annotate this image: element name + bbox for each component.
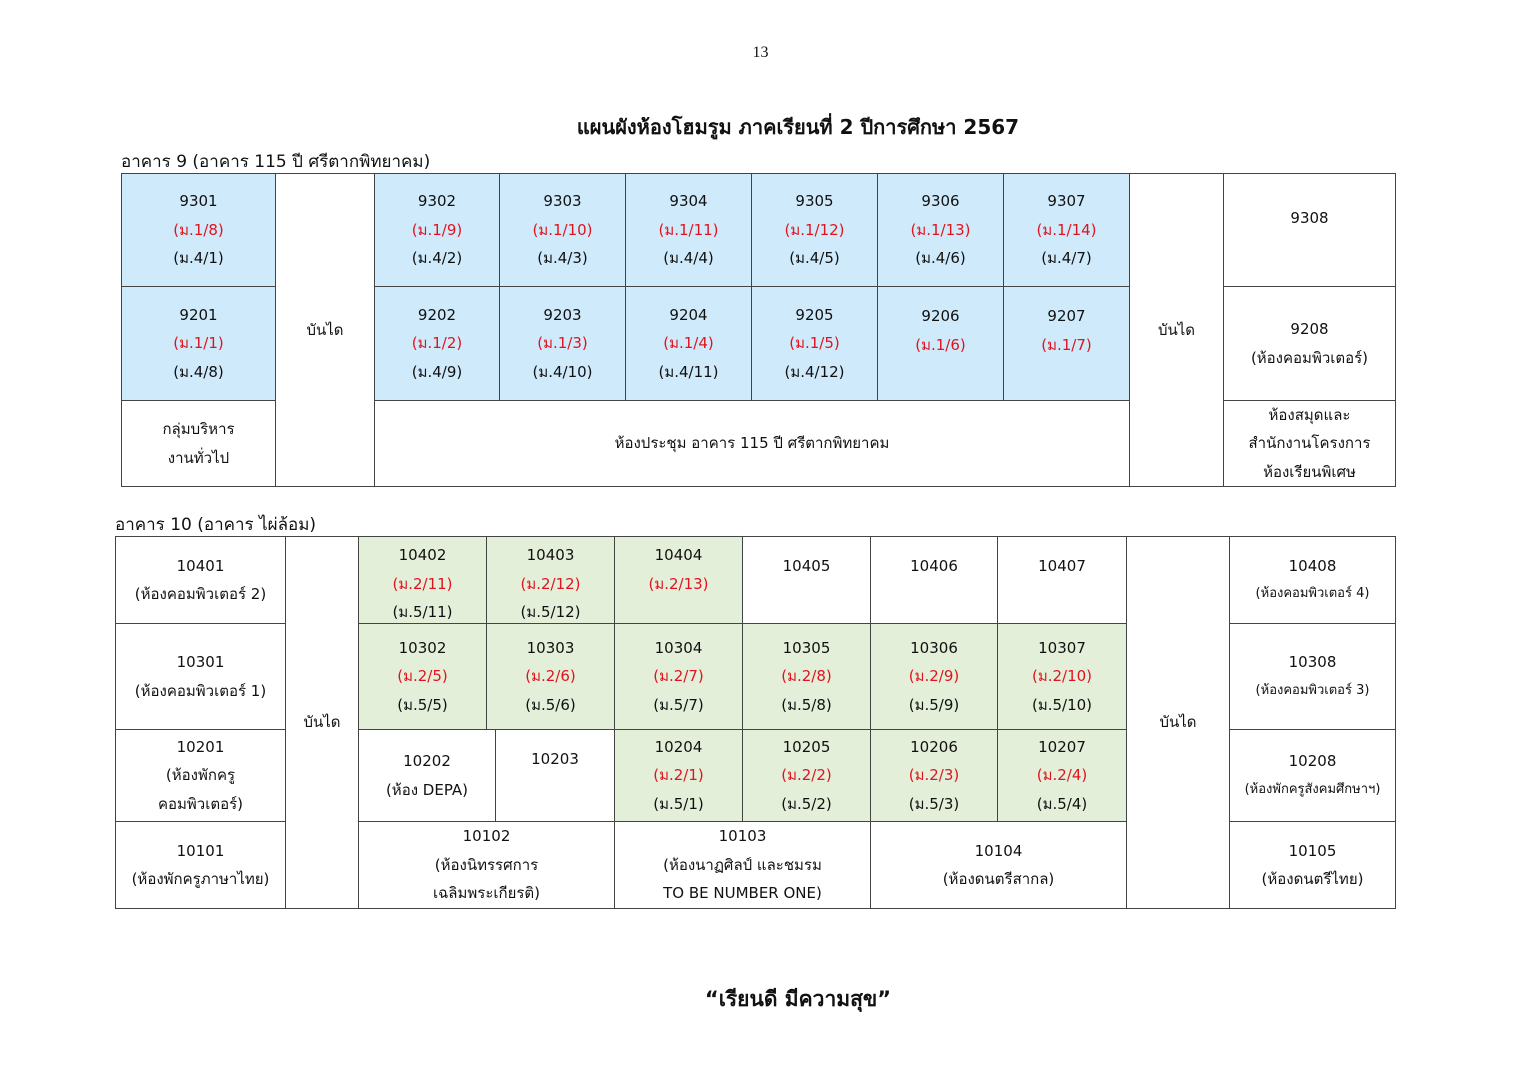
room-number: 10101 bbox=[176, 841, 225, 860]
room-10406 bbox=[870, 536, 998, 624]
room-10408 bbox=[1229, 536, 1396, 624]
room-number: 9205 bbox=[795, 305, 834, 324]
class-label: (ม.4/9) bbox=[411, 362, 463, 381]
room-description: (ห้องคอมพิวเตอร์ 2) bbox=[134, 585, 267, 603]
class-label: (ม.5/1) bbox=[653, 794, 704, 813]
room-number: 10305 bbox=[782, 638, 831, 657]
room-number: 10206 bbox=[910, 737, 958, 756]
room-description: คอมพิวเตอร์) bbox=[157, 794, 244, 813]
class-label: (ม.5/10) bbox=[1031, 695, 1093, 714]
room-10207 bbox=[997, 729, 1127, 822]
room-9207 bbox=[1003, 286, 1130, 401]
class-label: (ม.5/3) bbox=[908, 794, 960, 813]
room-number: 9206 bbox=[921, 307, 960, 325]
class-label: (ม.5/2) bbox=[781, 794, 832, 813]
room-10307 bbox=[997, 623, 1127, 730]
room-description: (ห้องคอมพิวเตอร์ 3) bbox=[1255, 682, 1370, 698]
room-number: 10307 bbox=[1038, 638, 1086, 657]
room-number: 10401 bbox=[176, 556, 225, 575]
room-10303 bbox=[486, 623, 615, 730]
page-number: 13 bbox=[752, 44, 769, 61]
class-label: (ม.2/8) bbox=[781, 667, 832, 686]
class-label: (ม.2/3) bbox=[908, 766, 960, 785]
room-9306 bbox=[877, 173, 1004, 287]
room-9304 bbox=[625, 173, 752, 287]
class-label: (ม.5/12) bbox=[520, 603, 581, 621]
class-label: (ม.1/5) bbox=[789, 334, 840, 353]
room-number: 9208 bbox=[1290, 320, 1329, 338]
room-number: 10308 bbox=[1288, 653, 1337, 671]
room-description: (ห้อง DEPA) bbox=[385, 780, 469, 799]
class-label: (ม.1/11) bbox=[658, 220, 719, 239]
class-label: (ม.5/8) bbox=[781, 695, 832, 714]
room-number: 9301 bbox=[179, 192, 218, 211]
room-10206 bbox=[870, 729, 998, 822]
room-number: 10301 bbox=[176, 653, 225, 671]
class-label: (ม.2/12) bbox=[520, 574, 581, 593]
class-label: (ม.4/2) bbox=[411, 249, 463, 268]
room-9302 bbox=[374, 173, 500, 287]
class-label: (ม.4/4) bbox=[663, 249, 714, 268]
class-label: (ม.4/6) bbox=[915, 249, 966, 268]
class-label: (ม.5/9) bbox=[908, 695, 960, 714]
room-description: (ห้องพักครู bbox=[165, 766, 236, 785]
room-number: 10403 bbox=[526, 546, 575, 564]
room-description: กลุ่มบริหาร bbox=[162, 420, 235, 438]
room-number: 10204 bbox=[654, 737, 703, 756]
class-label: (ม.2/2) bbox=[781, 766, 832, 785]
room-9205 bbox=[751, 286, 878, 401]
room-description: ห้องเรียนพิเศษ bbox=[1263, 462, 1356, 481]
building9-label: อาคาร 9 (อาคาร 115 ปี ศรีตากพิทยาคม) bbox=[121, 152, 431, 172]
class-label: (ม.2/6) bbox=[525, 667, 576, 686]
class-label: (ม.2/10) bbox=[1031, 667, 1093, 686]
class-label: (ม.5/6) bbox=[525, 695, 576, 714]
room-10103 bbox=[614, 821, 871, 909]
room-9204 bbox=[625, 286, 752, 401]
room-9308 bbox=[1223, 173, 1396, 287]
room-description: ห้องประชุม อาคาร 115 ปี ศรีตากพิทยาคม bbox=[614, 434, 890, 453]
class-label: (ม.4/7) bbox=[1041, 249, 1092, 268]
room-number: 10203 bbox=[531, 750, 579, 768]
school-motto: “เรียนดี มีความสุข” bbox=[704, 987, 892, 1011]
class-label: (ม.4/3) bbox=[537, 249, 588, 268]
room-description: ห้องสมุดและ bbox=[1268, 405, 1351, 424]
room-number: 10207 bbox=[1038, 737, 1086, 756]
room-number: 9207 bbox=[1047, 307, 1086, 325]
class-label: (ม.1/3) bbox=[537, 334, 588, 353]
room-10204 bbox=[614, 729, 743, 822]
room-number: 10402 bbox=[398, 546, 447, 564]
class-label: (ม.1/6) bbox=[915, 335, 966, 354]
stairs-label: บันได bbox=[306, 320, 344, 339]
room-10301 bbox=[115, 623, 286, 730]
admin-office bbox=[121, 400, 276, 487]
class-label: (ม.1/8) bbox=[173, 220, 224, 239]
class-label: (ม.5/7) bbox=[653, 695, 704, 714]
room-number: 9204 bbox=[669, 305, 708, 324]
room-description: เฉลิมพระเกียรติ) bbox=[432, 884, 541, 903]
meeting-room bbox=[374, 400, 1130, 487]
room-10208 bbox=[1229, 729, 1396, 822]
room-number: 10103 bbox=[718, 827, 767, 846]
room-number: 10205 bbox=[782, 737, 831, 756]
class-label: (ม.1/4) bbox=[663, 334, 714, 353]
room-10201 bbox=[115, 729, 286, 822]
class-label: (ม.2/4) bbox=[1036, 766, 1088, 785]
room-description: (ห้องคอมพิวเตอร์ 1) bbox=[134, 681, 267, 700]
class-label: (ม.1/7) bbox=[1041, 335, 1092, 354]
room-9203 bbox=[499, 286, 626, 401]
room-9303 bbox=[499, 173, 626, 287]
stairs-label: บันได bbox=[1159, 713, 1197, 732]
class-label: (ม.2/7) bbox=[653, 667, 704, 686]
room-description: (ห้องนาฏศิลป์ และชมรม bbox=[663, 855, 822, 874]
stairs-right bbox=[1129, 173, 1224, 487]
stairs-left bbox=[275, 173, 375, 487]
library bbox=[1223, 400, 1396, 487]
room-description: สำนักงานโครงการ bbox=[1248, 434, 1371, 453]
room-description: (ห้องคอมพิวเตอร์ 4) bbox=[1255, 586, 1370, 601]
stairs-label: บันได bbox=[303, 713, 341, 732]
stairs-left bbox=[285, 536, 359, 909]
room-10404 bbox=[614, 536, 743, 624]
class-label: (ม.1/12) bbox=[784, 220, 845, 239]
class-label: (ม.4/11) bbox=[658, 362, 719, 381]
class-label: (ม.2/5) bbox=[397, 667, 448, 686]
class-label: (ม.5/5) bbox=[397, 695, 448, 714]
building10-label: อาคาร 10 (อาคาร ไผ่ล้อม) bbox=[115, 515, 317, 535]
class-label: (ม.1/1) bbox=[173, 334, 224, 353]
room-description: TO BE NUMBER ONE) bbox=[663, 884, 822, 903]
room-number: 9302 bbox=[417, 192, 457, 211]
room-description: งานทั่วไป bbox=[167, 448, 230, 467]
class-label: (ม.5/11) bbox=[392, 603, 453, 621]
class-label: (ม.4/1) bbox=[173, 249, 224, 268]
room-9206 bbox=[877, 286, 1004, 401]
class-label: (ม.2/9) bbox=[908, 667, 960, 686]
class-label: (ม.1/13) bbox=[910, 220, 971, 239]
room-description: (ห้องพักครูภาษาไทย) bbox=[131, 870, 270, 888]
room-number: 9203 bbox=[543, 305, 582, 324]
room-10401 bbox=[115, 536, 286, 624]
stairs-label: บันได bbox=[1157, 320, 1196, 339]
class-label: (ม.5/4) bbox=[1036, 794, 1088, 813]
room-10407 bbox=[997, 536, 1127, 624]
room-number: 10202 bbox=[403, 752, 451, 770]
room-number: 10406 bbox=[910, 557, 958, 575]
room-10302 bbox=[358, 623, 487, 730]
room-description: (ห้องคอมพิวเตอร์) bbox=[1250, 348, 1369, 367]
class-label: (ม.1/9) bbox=[411, 220, 463, 239]
room-number: 9304 bbox=[669, 192, 708, 211]
room-number: 9303 bbox=[543, 192, 582, 211]
room-9301 bbox=[121, 173, 276, 287]
room-9305 bbox=[751, 173, 878, 287]
stairs-right bbox=[1126, 536, 1230, 909]
room-number: 10404 bbox=[654, 546, 703, 564]
class-label: (ม.4/8) bbox=[173, 362, 224, 381]
room-number: 10306 bbox=[910, 638, 958, 657]
class-label: (ม.1/2) bbox=[411, 334, 463, 353]
class-label: (ม.1/14) bbox=[1036, 220, 1097, 239]
room-description: (ห้องพักครูสังคมศึกษาฯ) bbox=[1244, 781, 1381, 797]
room-9202 bbox=[374, 286, 500, 401]
class-label: (ม.4/12) bbox=[784, 362, 845, 381]
room-number: 9306 bbox=[921, 192, 960, 211]
room-number: 10303 bbox=[526, 638, 575, 657]
room-number: 10201 bbox=[176, 737, 225, 756]
room-9208 bbox=[1223, 286, 1396, 401]
room-10203 bbox=[495, 729, 615, 822]
class-label: (ม.1/10) bbox=[532, 220, 593, 239]
room-9201 bbox=[121, 286, 276, 401]
page-title: แผนผังห้องโฮมรูม ภาคเรียนที่ 2 ปีการศึกษา 2567 bbox=[576, 115, 1020, 139]
room-description: (ห้องนิทรรศการ bbox=[434, 855, 539, 874]
room-number: 10104 bbox=[974, 841, 1023, 860]
room-number: 9307 bbox=[1047, 192, 1086, 211]
room-number: 9305 bbox=[795, 192, 834, 211]
room-description: (ห้องดนตรีสากล) bbox=[942, 870, 1055, 888]
room-number: 10102 bbox=[462, 827, 511, 846]
class-label: (ม.4/5) bbox=[789, 249, 840, 268]
room-number: 9202 bbox=[417, 305, 457, 324]
room-10105 bbox=[1229, 821, 1396, 909]
room-10402 bbox=[358, 536, 487, 624]
room-10104 bbox=[870, 821, 1127, 909]
room-10405 bbox=[742, 536, 871, 624]
room-number: 10407 bbox=[1038, 557, 1086, 575]
room-9307 bbox=[1003, 173, 1130, 287]
room-number: 9308 bbox=[1290, 209, 1329, 227]
room-number: 10304 bbox=[654, 638, 703, 657]
class-label: (ม.2/11) bbox=[392, 574, 453, 593]
room-10304 bbox=[614, 623, 743, 730]
room-number: 9201 bbox=[179, 305, 218, 324]
room-number: 10405 bbox=[782, 557, 831, 575]
room-10102 bbox=[358, 821, 615, 909]
room-10403 bbox=[486, 536, 615, 624]
room-10202 bbox=[358, 729, 496, 822]
room-10306 bbox=[870, 623, 998, 730]
room-description: (ห้องดนตรีไทย) bbox=[1261, 870, 1364, 888]
room-10308 bbox=[1229, 623, 1396, 730]
room-10101 bbox=[115, 821, 286, 909]
room-number: 10105 bbox=[1288, 841, 1337, 860]
room-number: 10208 bbox=[1288, 752, 1337, 770]
room-number: 10408 bbox=[1288, 556, 1337, 575]
class-label: (ม.2/1) bbox=[653, 766, 704, 785]
class-label: (ม.4/10) bbox=[532, 362, 593, 381]
room-10305 bbox=[742, 623, 871, 730]
room-10205 bbox=[742, 729, 871, 822]
class-label: (ม.2/13) bbox=[648, 574, 709, 593]
room-number: 10302 bbox=[398, 638, 447, 657]
